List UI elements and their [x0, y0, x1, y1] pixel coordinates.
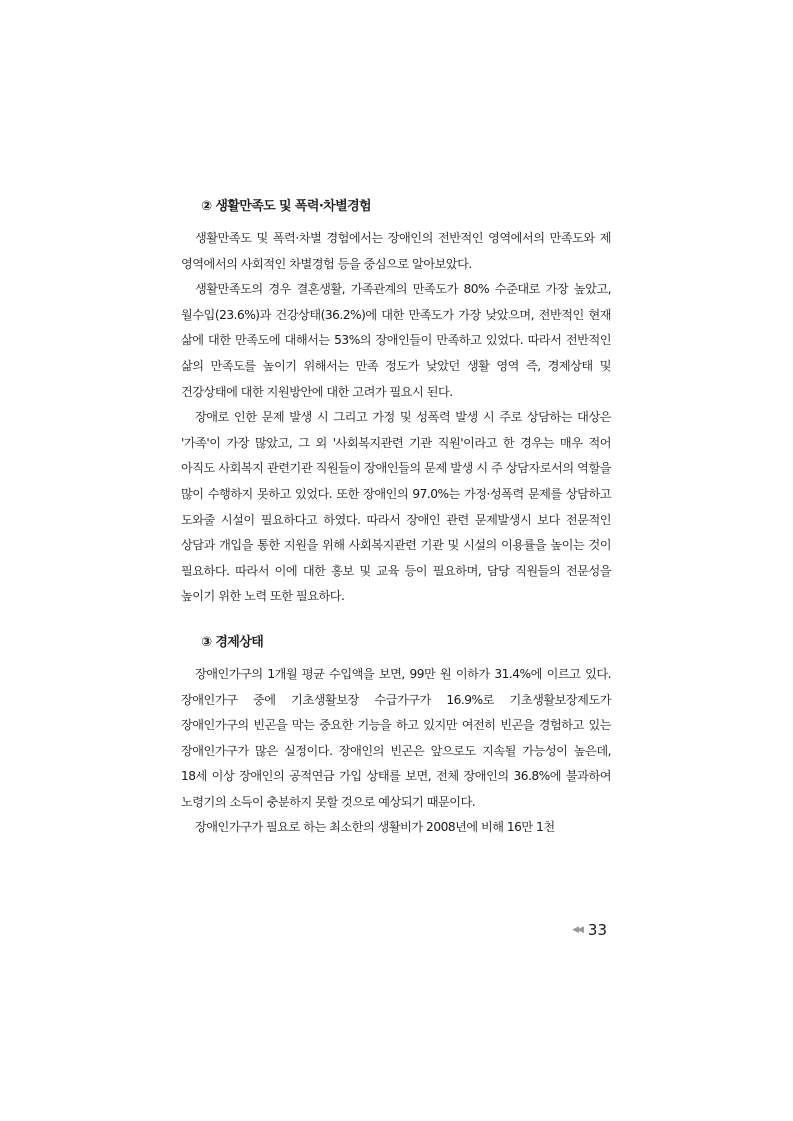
double-arrow-left-icon: ◀◀ [572, 925, 582, 935]
paragraph: 장애인가구의 1개월 평균 수입액을 보면, 99만 원 이하가 31.4%에 이르고 있다. 장애인가구 중에 기초생활보장 수급가구가 16.9%로 기초생활보장제도가 장애인가구의 빈곤을 막는 중요한 기능을 하고 있지만 여전히 빈곤을 경험하고 있는 장애인가구가 많은 실정이다. 장애인의 빈곤은 앞으로도 지속될 가능성이 높은데, 18세 이상 장애인의 공적연금 가입 상태를 보면, 전체 장애인의 36.8%에 불과하여 노령기의 소득이 충분하지 못할 것으로 예상되기 때문이다. [181, 666, 611, 809]
section-life-satisfaction [181, 196, 611, 610]
paragraph: 장애인가구가 필요로 하는 최소한의 생활비가 2008년에 비해 16만 1천 [195, 820, 555, 835]
page-footer [572, 921, 607, 939]
page-number: 33 [587, 921, 607, 939]
paragraph: 생활만족도 및 폭력·차별 경험에서는 장애인의 전반적인 영역에서의 만족도와 제 영역에서의 사회적인 차별경험 등을 중심으로 알아보았다. [181, 231, 611, 271]
section-heading: ③ 경제상태 [201, 634, 264, 650]
section-heading: ② 생활만족도 및 폭력·차별경험 [201, 199, 372, 214]
page-body [181, 196, 611, 841]
paragraph: 생활만족도의 경우 결혼생활, 가족관계의 만족도가 80% 수준대로 가장 높았고, 월수입(23.6%)과 건강상태(36.2%)에 대한 만족도가 가장 낮았으며, 전반적인 현재 삶에 대한 만족도에 대해서는 53%의 장애인들이 만족하고 있었다. 따라서 전반적인 삶의 만족도를 높이기 위해서는 만족 정도가 낮았던 생활 영역 즉, 경제상태 및 건강상태에 대한 지원방안에 대한 고려가 필요시 된다. [181, 282, 611, 399]
paragraph: 장애로 인한 문제 발생 시 그리고 가정 및 성폭력 발생 시 주로 상담하는 대상은 '가족'이 가장 많았고, 그 외 '사회복지관련 기관 직원'이라고 한 경우는 매우 적어 아직도 사회복지 관련기관 직원들이 장애인들의 문제 발생 시 주 상담자로서의 역할을 많이 수행하지 못하고 있었다. 또한 장애인의 97.0%는 가정·성폭력 문제를 상담하고 도와줄 시설이 필요하다고 하였다. 따라서 장애인 관련 문제발생시 보다 전문적인 상담과 개입을 통한 지원을 위해 사회복지관련 기관 및 시설의 이용률을 높이는 것이 필요하다. 따라서 이에 대한 홍보 및 교육 등이 필요하며, 담당 직원들의 전문성을 높이기 위한 노력 또한 필요하다. [181, 410, 611, 604]
section-economic-status [181, 632, 611, 841]
